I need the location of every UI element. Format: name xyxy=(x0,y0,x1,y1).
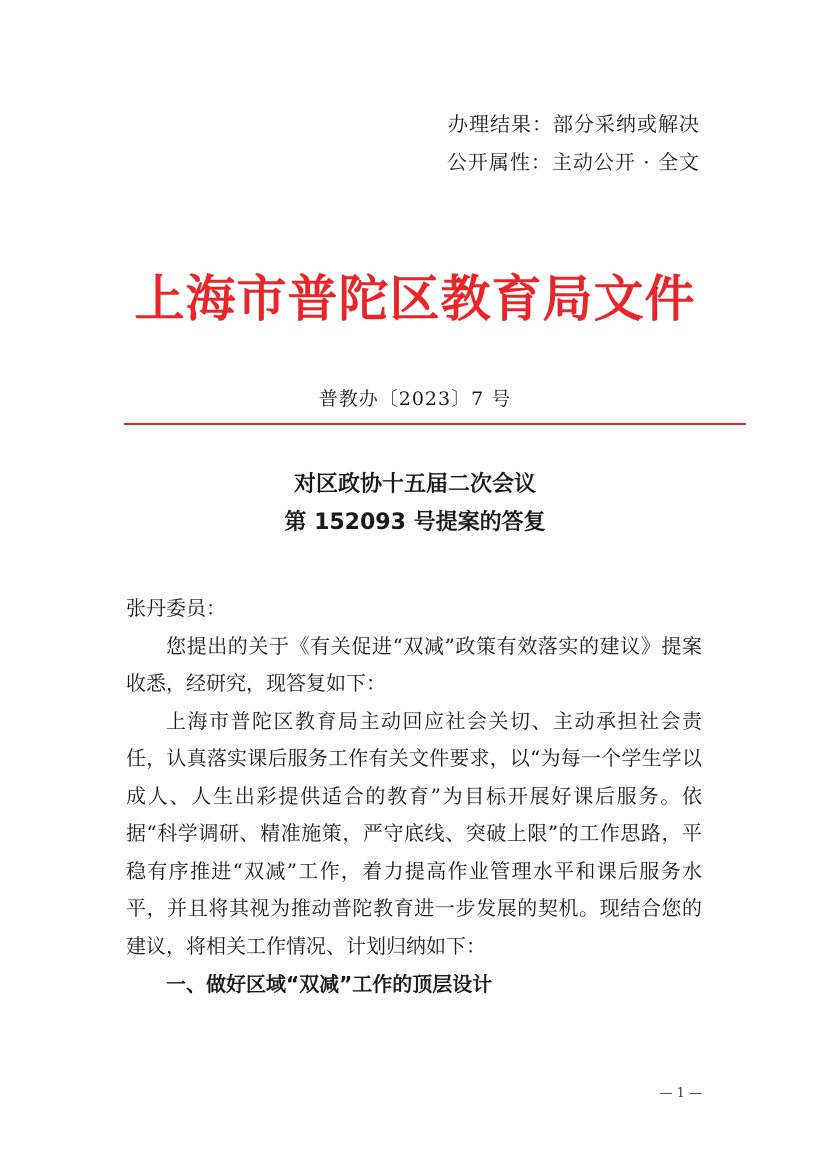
issuer-header: 上海市普陀区教育局文件 xyxy=(134,269,696,328)
paragraph-1: 您提出的关于《有关促进“双减”政策有效落实的建议》提案收悉，经研究，现答复如下： xyxy=(126,633,702,695)
document-title-line-2: 第 152093 号提案的答复 xyxy=(284,510,546,535)
handling-result: 办理结果：部分采纳或解决 xyxy=(448,112,700,136)
paragraph-2: 上海市普陀区教育局主动回应社会关切、主动承担社会责任，认真落实课后服务工作有关文件要求，以“为每一个学生学以成人、人生出彩提供适合的教育”为目标开展好课后服务。依据“科学调研、精准施策，严守底线、突破上限”的工作思路，平稳有序推进“双减”工作，着力提高作业管理水平和课后服务水平，并且将其视为推动普陀教育进一步发展的契机。现结合您的建议，将相关工作情况、计划归纳如下： xyxy=(126,708,702,958)
salutation: 张丹委员： xyxy=(126,596,226,620)
red-divider xyxy=(124,423,746,425)
disclosure-attribute: 公开属性：主动公开 · 全文 xyxy=(446,150,700,174)
document-number: 普教办〔2023〕7 号 xyxy=(318,388,512,410)
page-number: — 1 — xyxy=(659,1086,702,1101)
section-heading-1: 一、做好区域“双减”工作的顶层设计 xyxy=(166,972,493,996)
document-title-line-1: 对区政协十五届二次会议 xyxy=(293,472,536,497)
document-body xyxy=(126,590,702,1004)
